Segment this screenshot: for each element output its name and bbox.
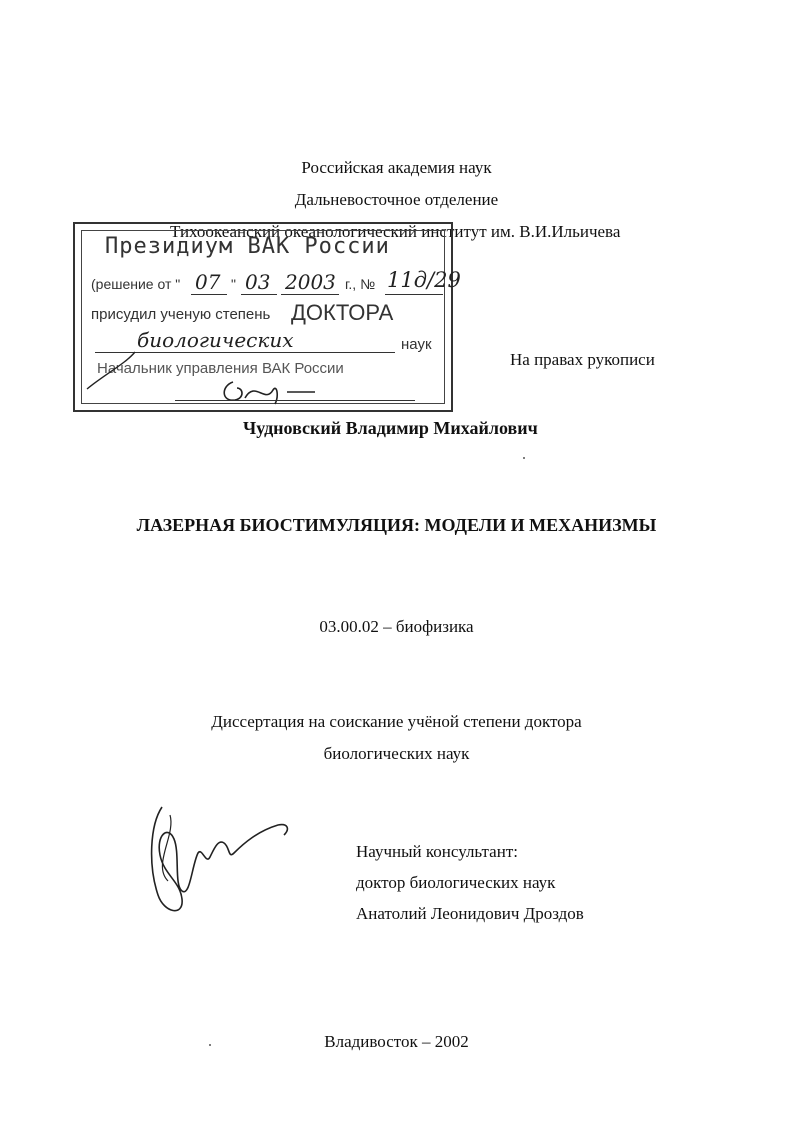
- consultant-name: Анатолий Леонидович Дроздов: [356, 904, 584, 923]
- stamp-sciences: наук: [401, 336, 432, 353]
- author-name: Чудновский Владимир Михайлович: [243, 418, 538, 438]
- stamp-decision-month: 03: [245, 270, 271, 294]
- consultant-label: Научный консультант:: [356, 842, 518, 861]
- scan-speck: [209, 1044, 211, 1046]
- stamp-field-handwritten: биологических: [137, 328, 294, 352]
- stamp-decision-mid: г., №: [345, 276, 376, 292]
- stamp-signature-icon: [215, 374, 325, 410]
- manuscript-note: На правах рукописи: [510, 350, 655, 369]
- specialty: 03.00.02 – биофизика: [319, 617, 474, 636]
- vak-stamp: [73, 222, 461, 412]
- org-name: Российская академия наук: [301, 158, 492, 177]
- consultant-degree: доктор биологических наук: [356, 873, 556, 892]
- city-year: Владивосток – 2002: [324, 1032, 469, 1051]
- stamp-awarded-text: присудил ученую степень: [91, 306, 271, 323]
- org-branch: Дальневосточное отделение: [294, 190, 499, 209]
- institute-name: Тихоокеанский океанологический институт им. В.И.Ильичева: [170, 222, 621, 241]
- degree-line-1: Диссертация на соискание учёной степени доктора: [211, 712, 582, 731]
- degree-line-2: биологических наук: [323, 744, 470, 763]
- scan-speck: [523, 457, 525, 459]
- stamp-quote: ": [231, 276, 236, 292]
- stamp-decision-day: 07: [195, 270, 221, 294]
- stamp-degree: ДОКТОРА: [291, 300, 394, 325]
- author-signature-icon: [140, 795, 300, 925]
- stamp-head-title: Начальник управления ВАК России: [97, 360, 344, 377]
- dissertation-title: ЛАЗЕРНАЯ БИОСТИМУЛЯЦИЯ: МОДЕЛИ И МЕХАНИЗМЫ: [136, 515, 657, 535]
- stamp-title: Президиум ВАК России: [105, 234, 390, 259]
- stamp-decision-prefix: (решение от ": [91, 276, 181, 292]
- stamp-decision-year: 2003: [285, 270, 336, 294]
- stamp-decision-number: 11д/29: [387, 268, 461, 292]
